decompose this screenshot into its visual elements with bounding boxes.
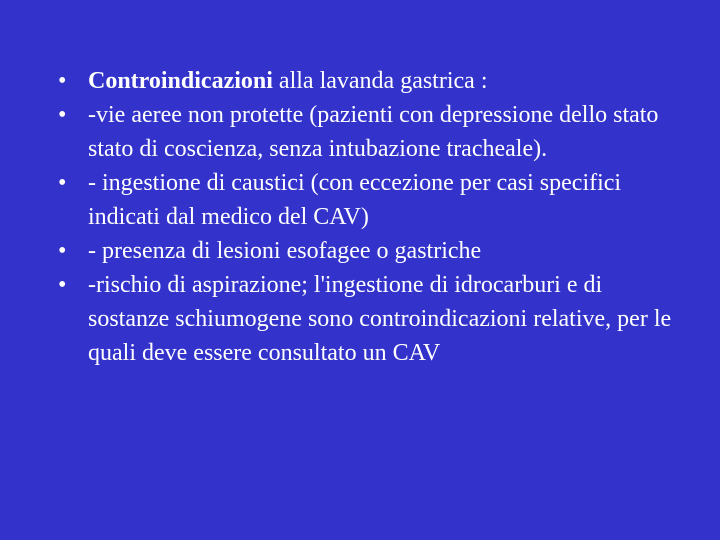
bullet-item [58,166,673,234]
bullet-item [58,234,673,268]
bullet-item-text: - ingestione di caustici (con eccezione per casi specifici indicati dal medico del CAV) [88,170,622,230]
bullet-icon: • [58,238,67,264]
bullet-item [58,64,673,98]
bullet-item-text: - presenza di lesioni esofagee o gastriche [88,238,482,264]
bullet-icon: • [58,170,67,196]
bullet-item-text: -vie aeree non protette (pazienti con depressione dello stato stato di coscienza, senza intubazione tracheale). [88,102,659,162]
bullet-item [58,98,673,166]
bullet-item-text: -rischio di aspirazione; l'ingestione di idrocarburi e di sostanze schiumogene sono controindicazioni relative, per le quali deve essere consultato un CAV [88,272,672,366]
bullet-item [58,268,673,370]
bullet-item-bold-text: Controindicazioni [88,68,273,94]
bullet-icon: • [58,102,67,128]
bullet-list [58,64,673,370]
bullet-icon: • [58,68,67,94]
bullet-item-text: alla lavanda gastrica : [272,68,488,94]
bullet-icon: • [58,272,67,298]
